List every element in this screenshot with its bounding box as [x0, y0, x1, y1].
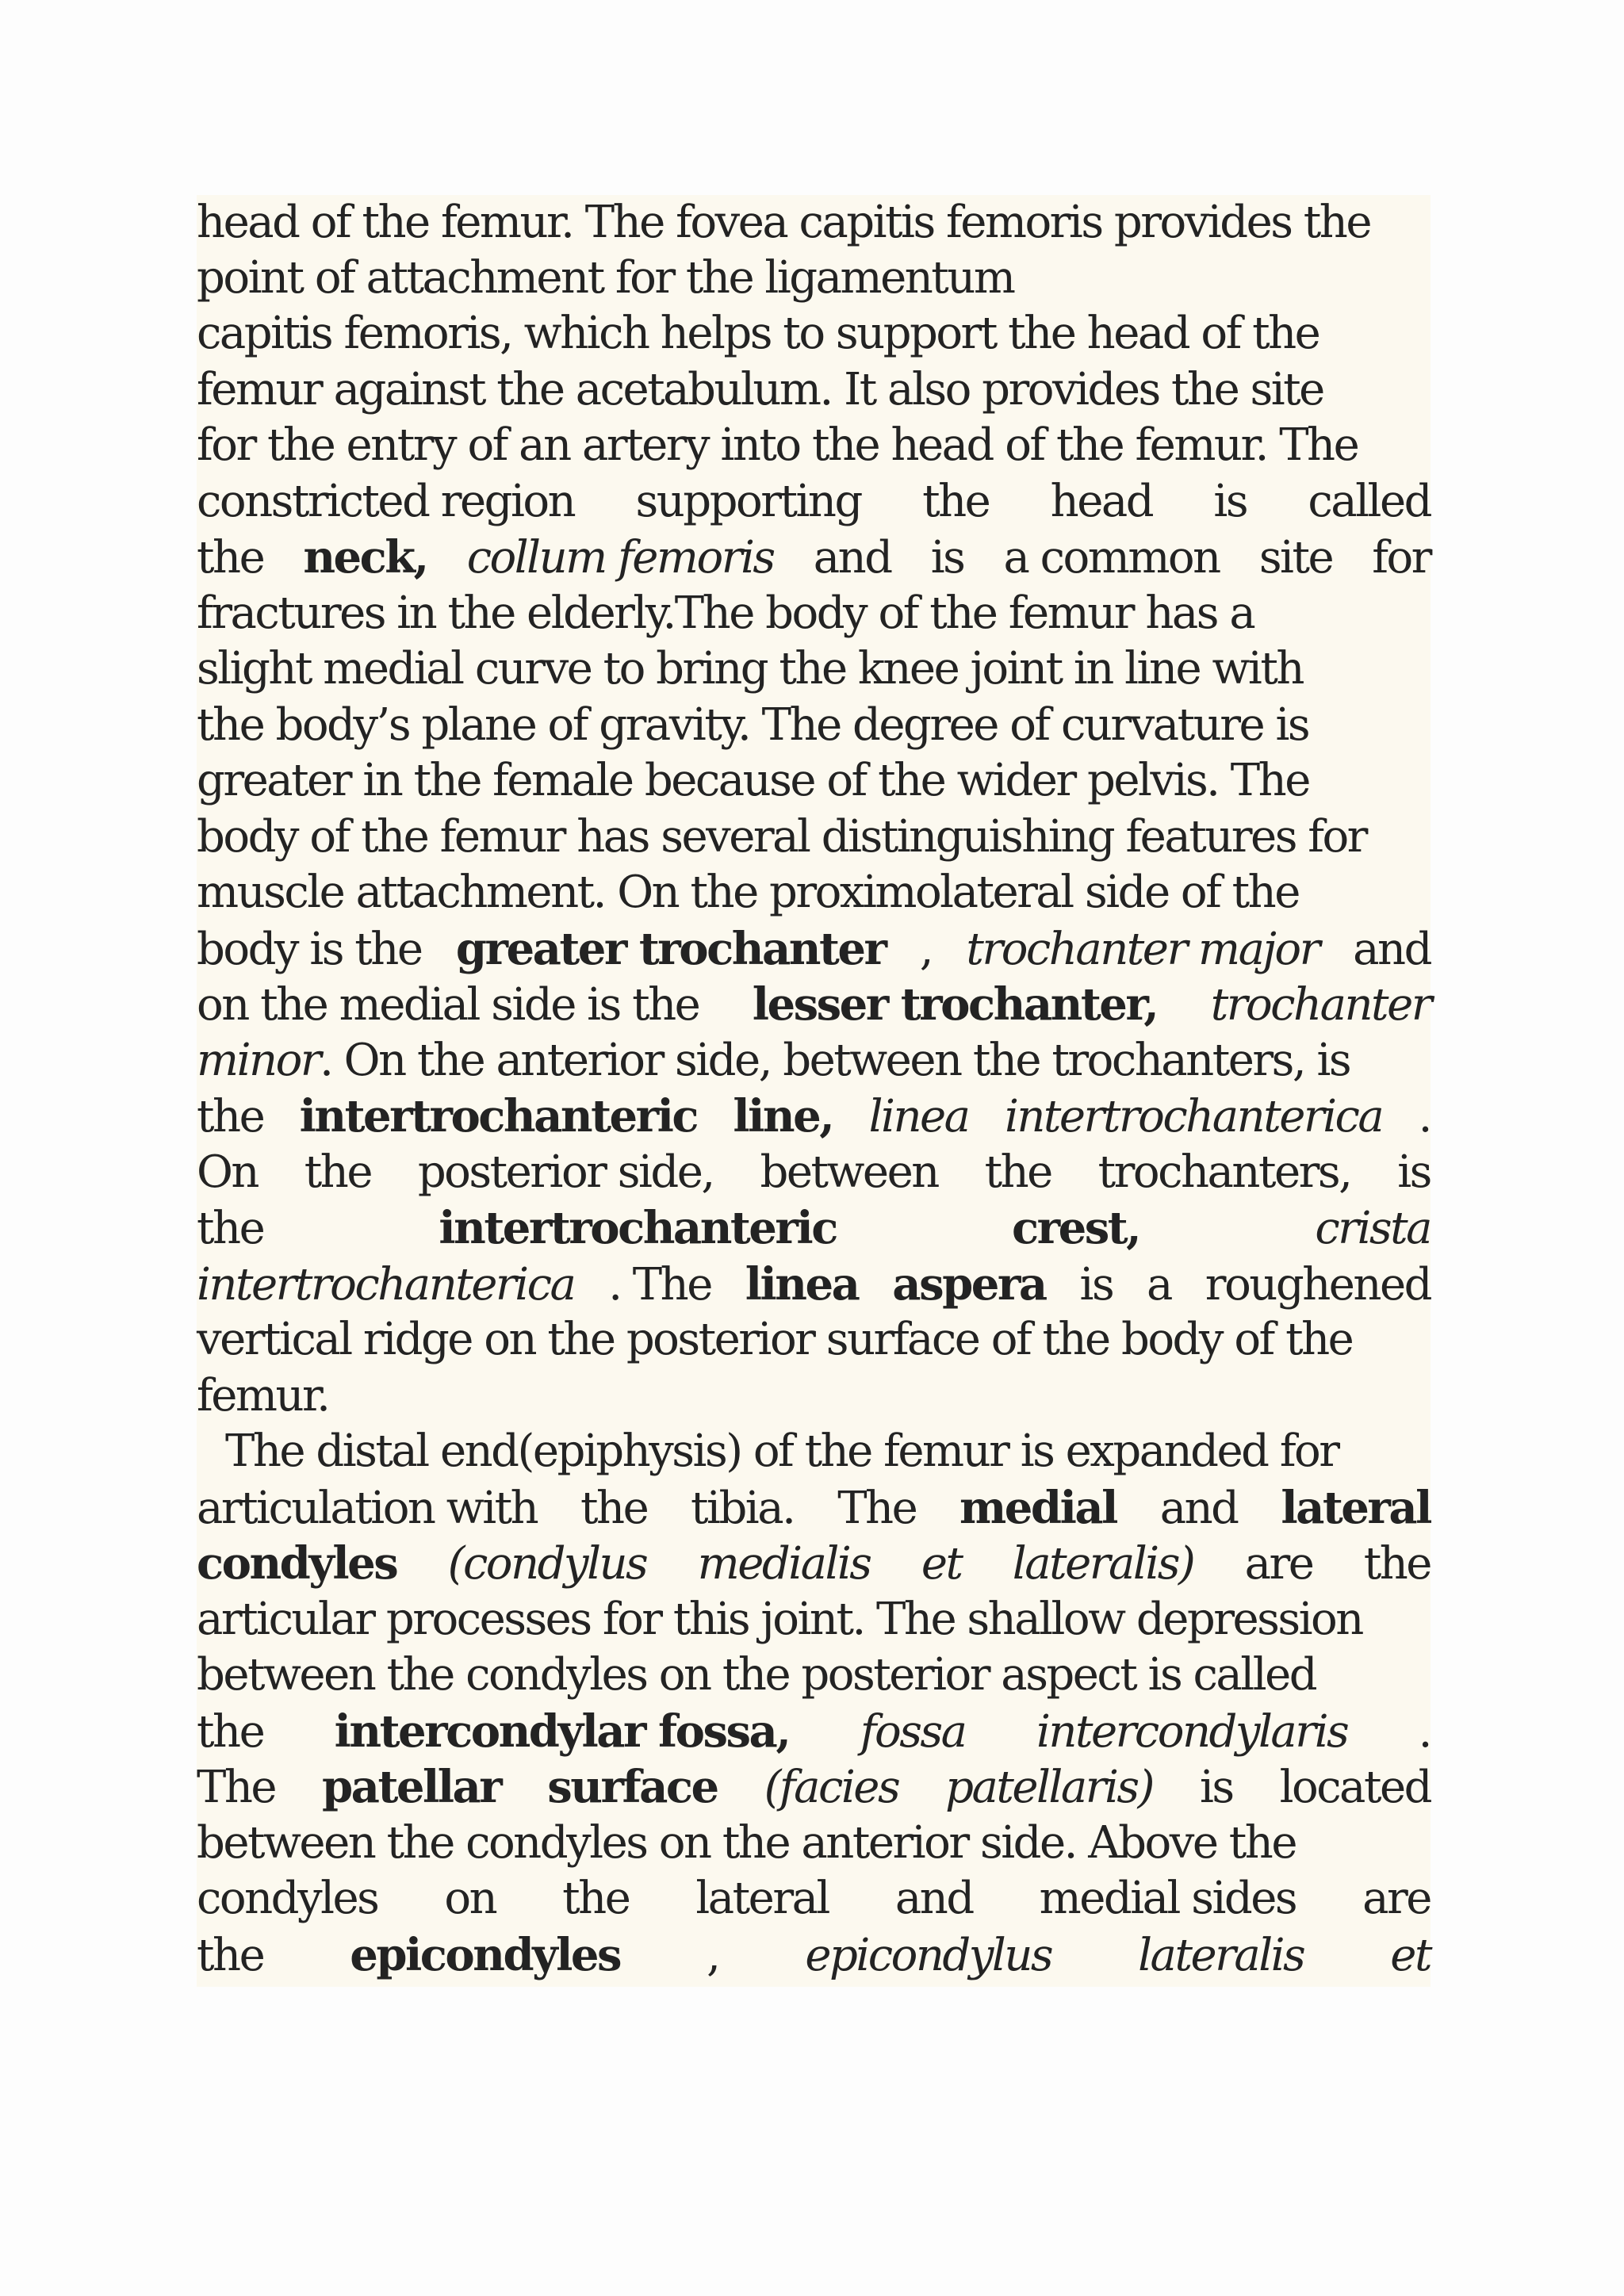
text-line [197, 1927, 1431, 1983]
text-segment: head [1050, 476, 1153, 527]
term-latin: epicondylus [805, 1930, 1052, 1981]
text-line [197, 1089, 1431, 1144]
text-segment: is [1079, 1259, 1113, 1311]
term-bold: lesser trochanter, [752, 978, 1158, 1031]
text-segment: , [707, 1930, 719, 1981]
text-segment: and [1353, 924, 1431, 975]
text-line [197, 418, 1431, 473]
term-bold: greater trochanter [455, 923, 886, 975]
text-segment: . [1418, 1091, 1431, 1142]
text-segment: fractures in the elderly.The body of the femur has a [197, 587, 1254, 639]
text-segment: between [760, 1146, 938, 1198]
term-latin: intertrochanterica [1004, 1091, 1383, 1142]
text-segment: roughened [1205, 1259, 1431, 1311]
text-line [197, 753, 1431, 809]
term-bold: intertrochanteric [299, 1090, 697, 1142]
text-segment: for [1372, 532, 1431, 584]
text-line [197, 641, 1431, 697]
term-latin: intercondylaris [1036, 1706, 1348, 1758]
text-segment: condyles [197, 1873, 378, 1924]
text-segment: . The [608, 1259, 711, 1311]
text-segment: capitis femoris, which helps to support the head of the [197, 308, 1320, 359]
text-line [197, 921, 1431, 977]
text-line [197, 1368, 1431, 1424]
text-line [197, 1312, 1431, 1368]
text-segment: the [580, 1483, 648, 1534]
text-segment: between the condyles on the posterior aspect is called [197, 1649, 1316, 1701]
text-segment: lateral [695, 1873, 829, 1924]
term-bold: lateral [1281, 1482, 1431, 1534]
text-segment: point of attachment for the ligamentum [197, 252, 1014, 304]
term-bold: medial [959, 1482, 1116, 1534]
text-segment: femur. [197, 1370, 329, 1422]
term-bold: intertrochanteric [439, 1202, 837, 1254]
text-segment: vertical ridge on the posterior surface of the body of the [197, 1314, 1353, 1365]
text-line [197, 1592, 1431, 1647]
text-segment: are [1244, 1538, 1313, 1590]
text-line [197, 195, 1431, 251]
text-segment: . On the anterior side, between the trochanters, is [320, 1035, 1350, 1086]
text-segment: head of the femur. The fovea capitis femoris provides the [197, 197, 1370, 248]
text-segment: The [837, 1483, 917, 1534]
term-bold: crest, [1012, 1202, 1140, 1254]
text-segment: articular processes for this joint. The shallow depression [197, 1594, 1362, 1645]
text-line [197, 251, 1431, 306]
text-segment: body is the [197, 924, 422, 975]
text-line [197, 474, 1431, 530]
text-segment: on [444, 1873, 496, 1924]
text-segment: the [197, 1203, 264, 1254]
text-segment: posterior side, [417, 1146, 714, 1198]
text-line [197, 698, 1431, 753]
text-segment: articulation with [197, 1483, 538, 1534]
term-latin: linea [868, 1091, 969, 1142]
text-segment: , [919, 924, 933, 975]
text-segment: and [1159, 1483, 1238, 1534]
term-latin: collum femoris [466, 532, 774, 584]
text-line [197, 809, 1431, 865]
text-line [197, 865, 1431, 920]
term-latin: medialis [697, 1538, 871, 1590]
term-bold: patellar [322, 1761, 501, 1813]
text-line [197, 1816, 1431, 1871]
term-bold: aspera [892, 1258, 1046, 1311]
text-line [197, 1424, 1431, 1479]
term-latin: lateralis [1138, 1930, 1304, 1981]
term-bold: line, [733, 1090, 833, 1142]
text-segment: The distal end(epiphysis) of the femur is expanded for [225, 1425, 1339, 1477]
text-segment: site [1258, 532, 1333, 584]
text-segment: are [1362, 1873, 1431, 1924]
text-segment: muscle attachment. On the proximolateral side of the [197, 867, 1299, 918]
term-latin: trochanter major [966, 924, 1319, 975]
text-line [197, 1033, 1431, 1089]
text-segment: is [930, 532, 964, 584]
term-latin: et [921, 1538, 962, 1590]
text-segment: . [1418, 1706, 1431, 1758]
text-line [197, 1200, 1431, 1256]
term-latin: patellaris) [945, 1762, 1153, 1813]
text-line [197, 1536, 1431, 1591]
text-segment: on the medial side is the [197, 979, 699, 1031]
term-latin: trochanter [1210, 979, 1431, 1031]
text-block [197, 195, 1431, 1987]
text-line [197, 1257, 1431, 1312]
text-segment: between the condyles on the anterior side. Above the [197, 1817, 1296, 1869]
text-segment: the [1363, 1538, 1431, 1590]
text-line [197, 1704, 1431, 1759]
term-latin: crista [1315, 1203, 1431, 1254]
text-segment: for the entry of an artery into the head of the femur. The [197, 419, 1358, 471]
term-latin: (condylus [447, 1538, 647, 1590]
text-segment: is [1199, 1762, 1233, 1813]
term-bold: condyles [197, 1537, 397, 1590]
text-line [197, 1871, 1431, 1927]
text-segment: supporting [635, 476, 861, 527]
text-line [197, 977, 1431, 1032]
text-segment: and [813, 532, 891, 584]
text-line [197, 1145, 1431, 1200]
text-segment: The [197, 1762, 276, 1813]
text-line [197, 1647, 1431, 1703]
term-latin: lateralis) [1012, 1538, 1194, 1590]
text-segment: the [984, 1146, 1051, 1198]
term-bold: surface [547, 1761, 718, 1813]
text-segment: greater in the female because of the wider pelvis. The [197, 755, 1309, 806]
text-segment: called [1308, 476, 1431, 527]
text-segment: the [197, 532, 264, 584]
text-line [197, 306, 1431, 362]
term-latin: fossa [860, 1706, 966, 1758]
text-segment: is [1397, 1146, 1431, 1198]
text-segment: constricted region [197, 476, 575, 527]
term-latin: intertrochanterica [197, 1259, 575, 1311]
text-segment: the [197, 1930, 264, 1981]
term-bold: neck, [303, 531, 427, 584]
text-segment: and [894, 1873, 973, 1924]
text-line [197, 1480, 1431, 1536]
term-latin: (facies [764, 1762, 899, 1813]
term-bold: intercondylar fossa, [334, 1705, 790, 1758]
text-segment: the [922, 476, 990, 527]
text-segment: body of the femur has several distinguishing features for [197, 811, 1366, 863]
text-line [197, 362, 1431, 418]
text-segment: the [304, 1146, 372, 1198]
term-bold: linea [745, 1258, 859, 1311]
term-bold: epicondyles [350, 1929, 621, 1981]
term-latin: et [1390, 1930, 1431, 1981]
text-segment: the [197, 1091, 264, 1142]
text-segment: trochanters, [1097, 1146, 1351, 1198]
text-segment: tibia. [691, 1483, 795, 1534]
text-segment: the body’s plane of gravity. The degree of curvature is [197, 699, 1309, 751]
text-segment: medial sides [1039, 1873, 1297, 1924]
text-segment: the [562, 1873, 630, 1924]
term-latin: minor [197, 1035, 320, 1086]
text-line [197, 586, 1431, 641]
text-segment: slight medial curve to bring the knee joint in line with [197, 643, 1303, 695]
text-segment: located [1279, 1762, 1431, 1813]
text-segment: the [197, 1706, 264, 1758]
text-segment: is [1213, 476, 1247, 527]
text-segment: femur against the acetabulum. It also provides the site [197, 364, 1323, 415]
text-segment: a [1147, 1259, 1171, 1311]
text-segment: a common [1003, 532, 1220, 584]
text-line [197, 530, 1431, 585]
text-line [197, 1759, 1431, 1815]
text-segment: On [197, 1146, 258, 1198]
